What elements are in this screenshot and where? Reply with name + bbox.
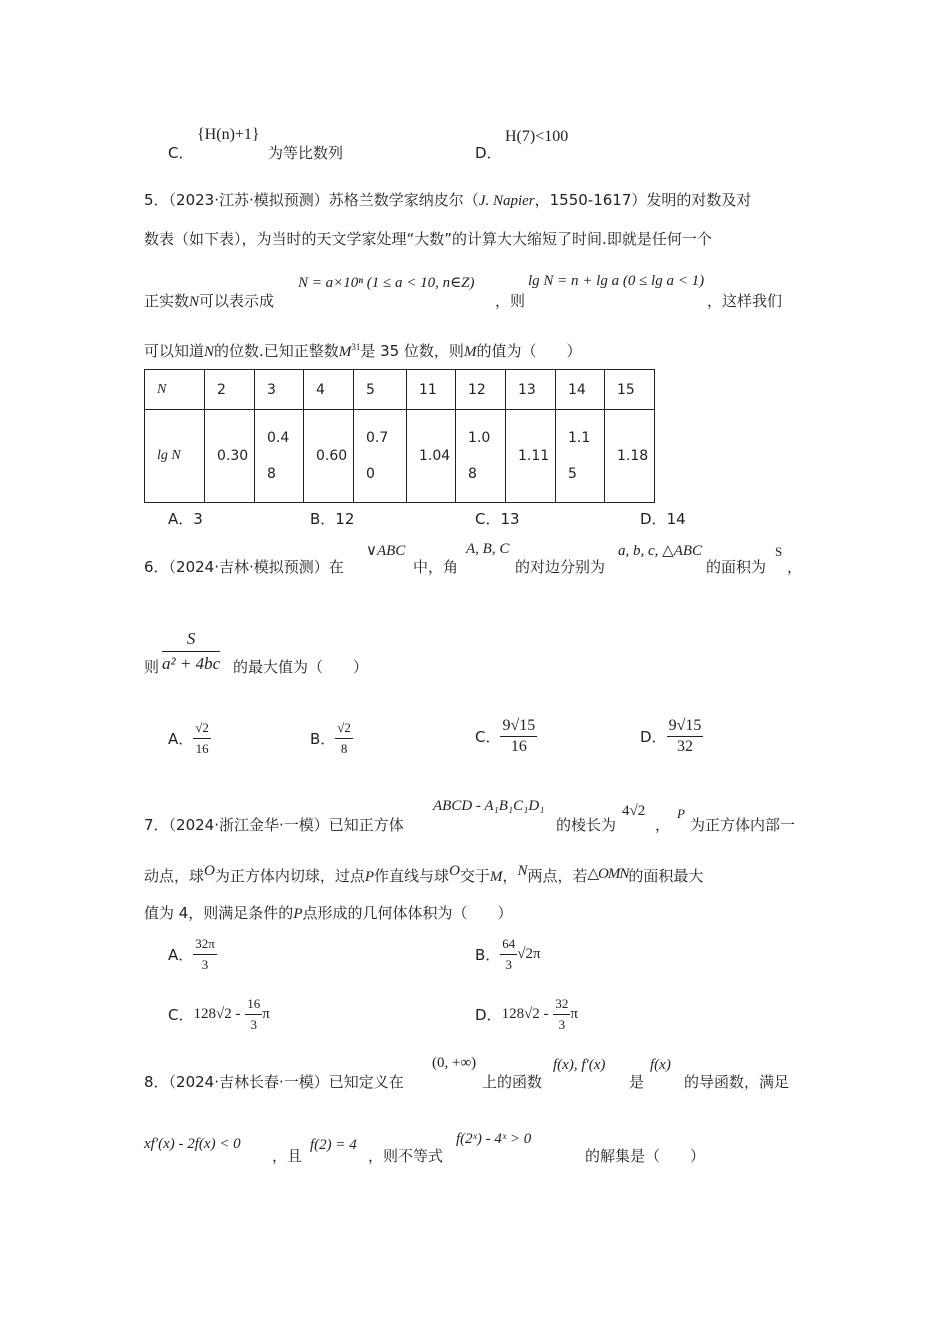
option-label: C． <box>475 510 501 528</box>
fraction-denominator: 3 <box>558 1017 566 1032</box>
math-var: M <box>338 344 352 360</box>
option-d-label: D． <box>475 144 502 162</box>
option-d-expression: H(7)<100 <box>505 128 569 145</box>
table-cell: 11 <box>407 370 456 410</box>
question-5-line-4 <box>144 340 581 361</box>
table-cell: 4 <box>304 370 354 410</box>
table-cell: 5 <box>354 370 407 410</box>
option-expression: 128√2 - <box>193 1006 241 1022</box>
option-d <box>475 994 578 1035</box>
table-cell: 14 <box>556 370 605 410</box>
math-domain: (0, +∞) <box>432 1055 477 1071</box>
option-label: D． <box>640 728 667 746</box>
question-text: 动点，球 <box>144 867 205 885</box>
fraction-denominator: a² + 4bc <box>162 654 221 673</box>
table-cell: 15 <box>605 370 655 410</box>
option-value: 13 <box>500 510 520 528</box>
question-text: 中，角 <box>413 558 459 576</box>
fraction-denominator: 16 <box>195 741 209 756</box>
question-number: 6． <box>144 558 169 576</box>
math-var: N <box>204 344 215 360</box>
math-var: O <box>449 863 460 879</box>
question-text: 值为 4，则满足条件的 <box>144 904 294 922</box>
question-text: ， <box>502 867 518 885</box>
math-function: f(x) <box>650 1057 671 1073</box>
math-inequality: f(2ˣ) - 4ˣ > 0 <box>456 1131 532 1147</box>
question-text: ，则 <box>495 292 526 310</box>
option-c <box>168 994 270 1035</box>
cell-text: 1.0 <box>468 430 491 446</box>
option-c <box>475 508 520 529</box>
question-text: 作直线与球 <box>374 867 450 885</box>
question-text: 已知正方体 <box>328 816 404 834</box>
cell-text: 1.1 <box>568 430 591 446</box>
math-condition: xf′(x) - 2f(x) < 0 <box>144 1136 241 1152</box>
math-var: P <box>677 806 685 821</box>
math-var: N <box>517 863 528 879</box>
cell-text: 1.18 <box>617 448 649 464</box>
option-label: C． <box>475 728 501 746</box>
question-text: 的位数.已知正整数 <box>214 342 339 360</box>
fraction-numerator: 32π <box>193 934 217 955</box>
question-text: ，这样我们 <box>707 292 783 310</box>
question-text: 的解集是（ ） <box>585 1147 706 1165</box>
table-cell <box>354 410 407 503</box>
option-b <box>310 508 354 529</box>
question-text: ，则不等式 <box>368 1147 444 1165</box>
option-label: A． <box>168 510 194 528</box>
question-7-line-2 <box>144 865 703 886</box>
math-edge-length: 4√2 <box>622 803 646 819</box>
math-var: M <box>489 869 503 885</box>
exponent: 31 <box>351 342 361 352</box>
option-d <box>640 508 686 529</box>
question-text: 正实数 <box>144 292 190 310</box>
question-7-line-3 <box>144 902 513 923</box>
question-text: 是 <box>629 1073 645 1091</box>
fraction-denominator: 3 <box>250 1017 257 1032</box>
question-5-line-2: 数表（如下表），为当时的天文学家处理“大数”的计算大大缩短了时间.即就是任何一个 <box>144 230 712 248</box>
option-label: B． <box>310 510 336 528</box>
question-6-line-1 <box>144 556 344 577</box>
question-text: 为正方体内部一 <box>690 816 796 834</box>
math-triangle: ∨ABC <box>366 543 406 559</box>
question-source: （2024·吉林长春·一模） <box>168 1073 329 1091</box>
option-label: D． <box>640 510 667 528</box>
table-cell <box>556 410 605 503</box>
option-label: C． <box>168 1006 194 1024</box>
math-angles: A, B, C <box>466 541 510 557</box>
question-text: 点形成的几何体体积为（ ） <box>302 904 513 922</box>
math-var: O <box>204 863 215 879</box>
option-label: A． <box>168 730 194 748</box>
option-b <box>475 934 541 975</box>
cell-text: 0.7 <box>366 430 389 446</box>
question-7-line-1 <box>144 814 404 835</box>
math-sides: a, b, c, △ABC <box>618 543 703 559</box>
question-text: 的导函数，满足 <box>684 1073 790 1091</box>
question-text: ，且 <box>272 1147 303 1165</box>
cell-text: 8 <box>468 466 477 482</box>
fraction-numerator: 32 <box>553 994 570 1015</box>
question-text: 在 <box>328 558 344 576</box>
option-expression: π <box>570 1006 578 1022</box>
question-text: 的值为（ ） <box>476 342 582 360</box>
formula-log: lg N = n + lg a (0 ≤ lg a < 1) <box>528 273 705 289</box>
option-c-text: 为等比数列 <box>268 144 344 162</box>
math-var: M <box>463 344 477 360</box>
table-cell <box>506 410 556 503</box>
table-cell: 2 <box>205 370 255 410</box>
question-text: 的面积为 <box>706 558 767 576</box>
question-text: 的面积最大 <box>628 867 704 885</box>
question-text: 交于 <box>459 867 490 885</box>
table-cell <box>456 410 506 503</box>
question-5-line-1 <box>144 189 751 210</box>
question-source: （2024·吉林·模拟预测） <box>168 558 329 576</box>
option-label: D． <box>475 1006 502 1024</box>
table-header-lgn: lg N <box>145 410 205 503</box>
math-triangle: △OMN <box>587 866 629 882</box>
option-b <box>310 718 353 759</box>
fraction-denominator: 8 <box>340 741 348 756</box>
table-cell: 12 <box>456 370 506 410</box>
cell-text: 8 <box>267 466 276 482</box>
option-value: 3 <box>193 510 203 528</box>
option-c-label: C． <box>168 144 194 162</box>
question-text: 的最大值为（ ） <box>233 658 369 676</box>
fraction-numerator: 16 <box>245 994 262 1015</box>
option-expression: 128√2 - <box>501 1006 549 1022</box>
napier-name: J. Napier <box>478 193 535 209</box>
question-number: 5． <box>144 191 169 209</box>
question-text: 已知定义在 <box>328 1073 404 1091</box>
question-text: ，1550-1617）发明的对数及对 <box>534 191 752 209</box>
table-cell <box>205 410 255 503</box>
cell-text: 0.4 <box>267 430 290 446</box>
table-cell <box>407 410 456 503</box>
fraction-numerator: S <box>162 627 220 652</box>
cell-text: 1.04 <box>419 448 451 464</box>
question-5-line-3 <box>144 290 274 311</box>
option-a <box>168 718 211 759</box>
fraction-numerator: √2 <box>335 718 353 739</box>
question-text: 可以知道 <box>144 342 205 360</box>
question-text: 两点，若 <box>527 867 588 885</box>
fraction-numerator: 9√15 <box>667 716 704 737</box>
question-text: 的对边分别为 <box>515 558 606 576</box>
cell-text: 1.11 <box>518 448 550 464</box>
question-source: （2024·浙江金华·一模） <box>168 816 329 834</box>
question-text: ， <box>655 816 671 834</box>
option-c <box>475 716 537 757</box>
fraction-s-over-a2-4bc <box>162 627 220 676</box>
question-number: 7． <box>144 816 169 834</box>
fraction-numerator: 64 <box>500 934 517 955</box>
cell-text: 0 <box>366 466 375 482</box>
formula-scientific-notation: N = a×10ⁿ (1 ≤ a < 10, n∈Z) <box>298 275 475 291</box>
question-text: 可以表示成 <box>199 292 275 310</box>
option-label: A． <box>168 946 194 964</box>
fraction-denominator: 3 <box>201 957 209 972</box>
question-text: 的棱长为 <box>556 816 617 834</box>
math-cube: ABCD - A₁B₁C₁D₁ <box>433 798 545 814</box>
math-value: f(2) = 4 <box>310 1137 357 1153</box>
question-number: 8． <box>144 1073 169 1091</box>
question-text: 是 35 位数，则 <box>360 342 464 360</box>
fraction-denominator: 16 <box>510 738 527 755</box>
table-header-n: N <box>145 370 205 410</box>
cell-text: 0.60 <box>316 448 348 464</box>
option-expression: π <box>262 1006 270 1022</box>
question-text: 上的函数 <box>482 1073 543 1091</box>
cell-text: 5 <box>568 466 577 482</box>
table-cell: 13 <box>506 370 556 410</box>
math-var: P <box>293 906 303 922</box>
question-text: 为正方体内切球，过点 <box>214 867 365 885</box>
table-cell <box>255 410 304 503</box>
fraction-numerator: √2 <box>193 718 211 739</box>
option-value: 14 <box>666 510 686 528</box>
log-table <box>144 369 655 503</box>
question-text: 苏格兰数学家纳皮尔（ <box>328 191 479 209</box>
question-text: ， <box>787 558 803 576</box>
option-d <box>640 716 703 757</box>
question-source: （2023·江苏·模拟预测） <box>168 191 329 209</box>
question-text: 则 <box>144 658 160 676</box>
table-cell <box>304 410 354 503</box>
cell-text: 0.30 <box>217 448 249 464</box>
table-cell <box>605 410 655 503</box>
math-functions: f(x), f′(x) <box>553 1057 606 1073</box>
fraction-denominator: 3 <box>505 957 513 972</box>
fraction-numerator: 9√15 <box>500 716 537 737</box>
math-var: S <box>775 544 783 559</box>
option-a <box>168 934 217 975</box>
math-var: N <box>189 294 200 310</box>
question-8-line-1 <box>144 1071 404 1092</box>
option-a <box>168 508 203 529</box>
table-cell: 3 <box>255 370 304 410</box>
option-label: B． <box>475 946 501 964</box>
option-label: B． <box>310 730 336 748</box>
option-expression: √2π <box>517 946 541 962</box>
option-c-expression: {H(n)+1} <box>197 126 260 143</box>
option-value: 12 <box>335 510 355 528</box>
math-var: P <box>364 869 375 885</box>
fraction-denominator: 32 <box>676 738 693 755</box>
